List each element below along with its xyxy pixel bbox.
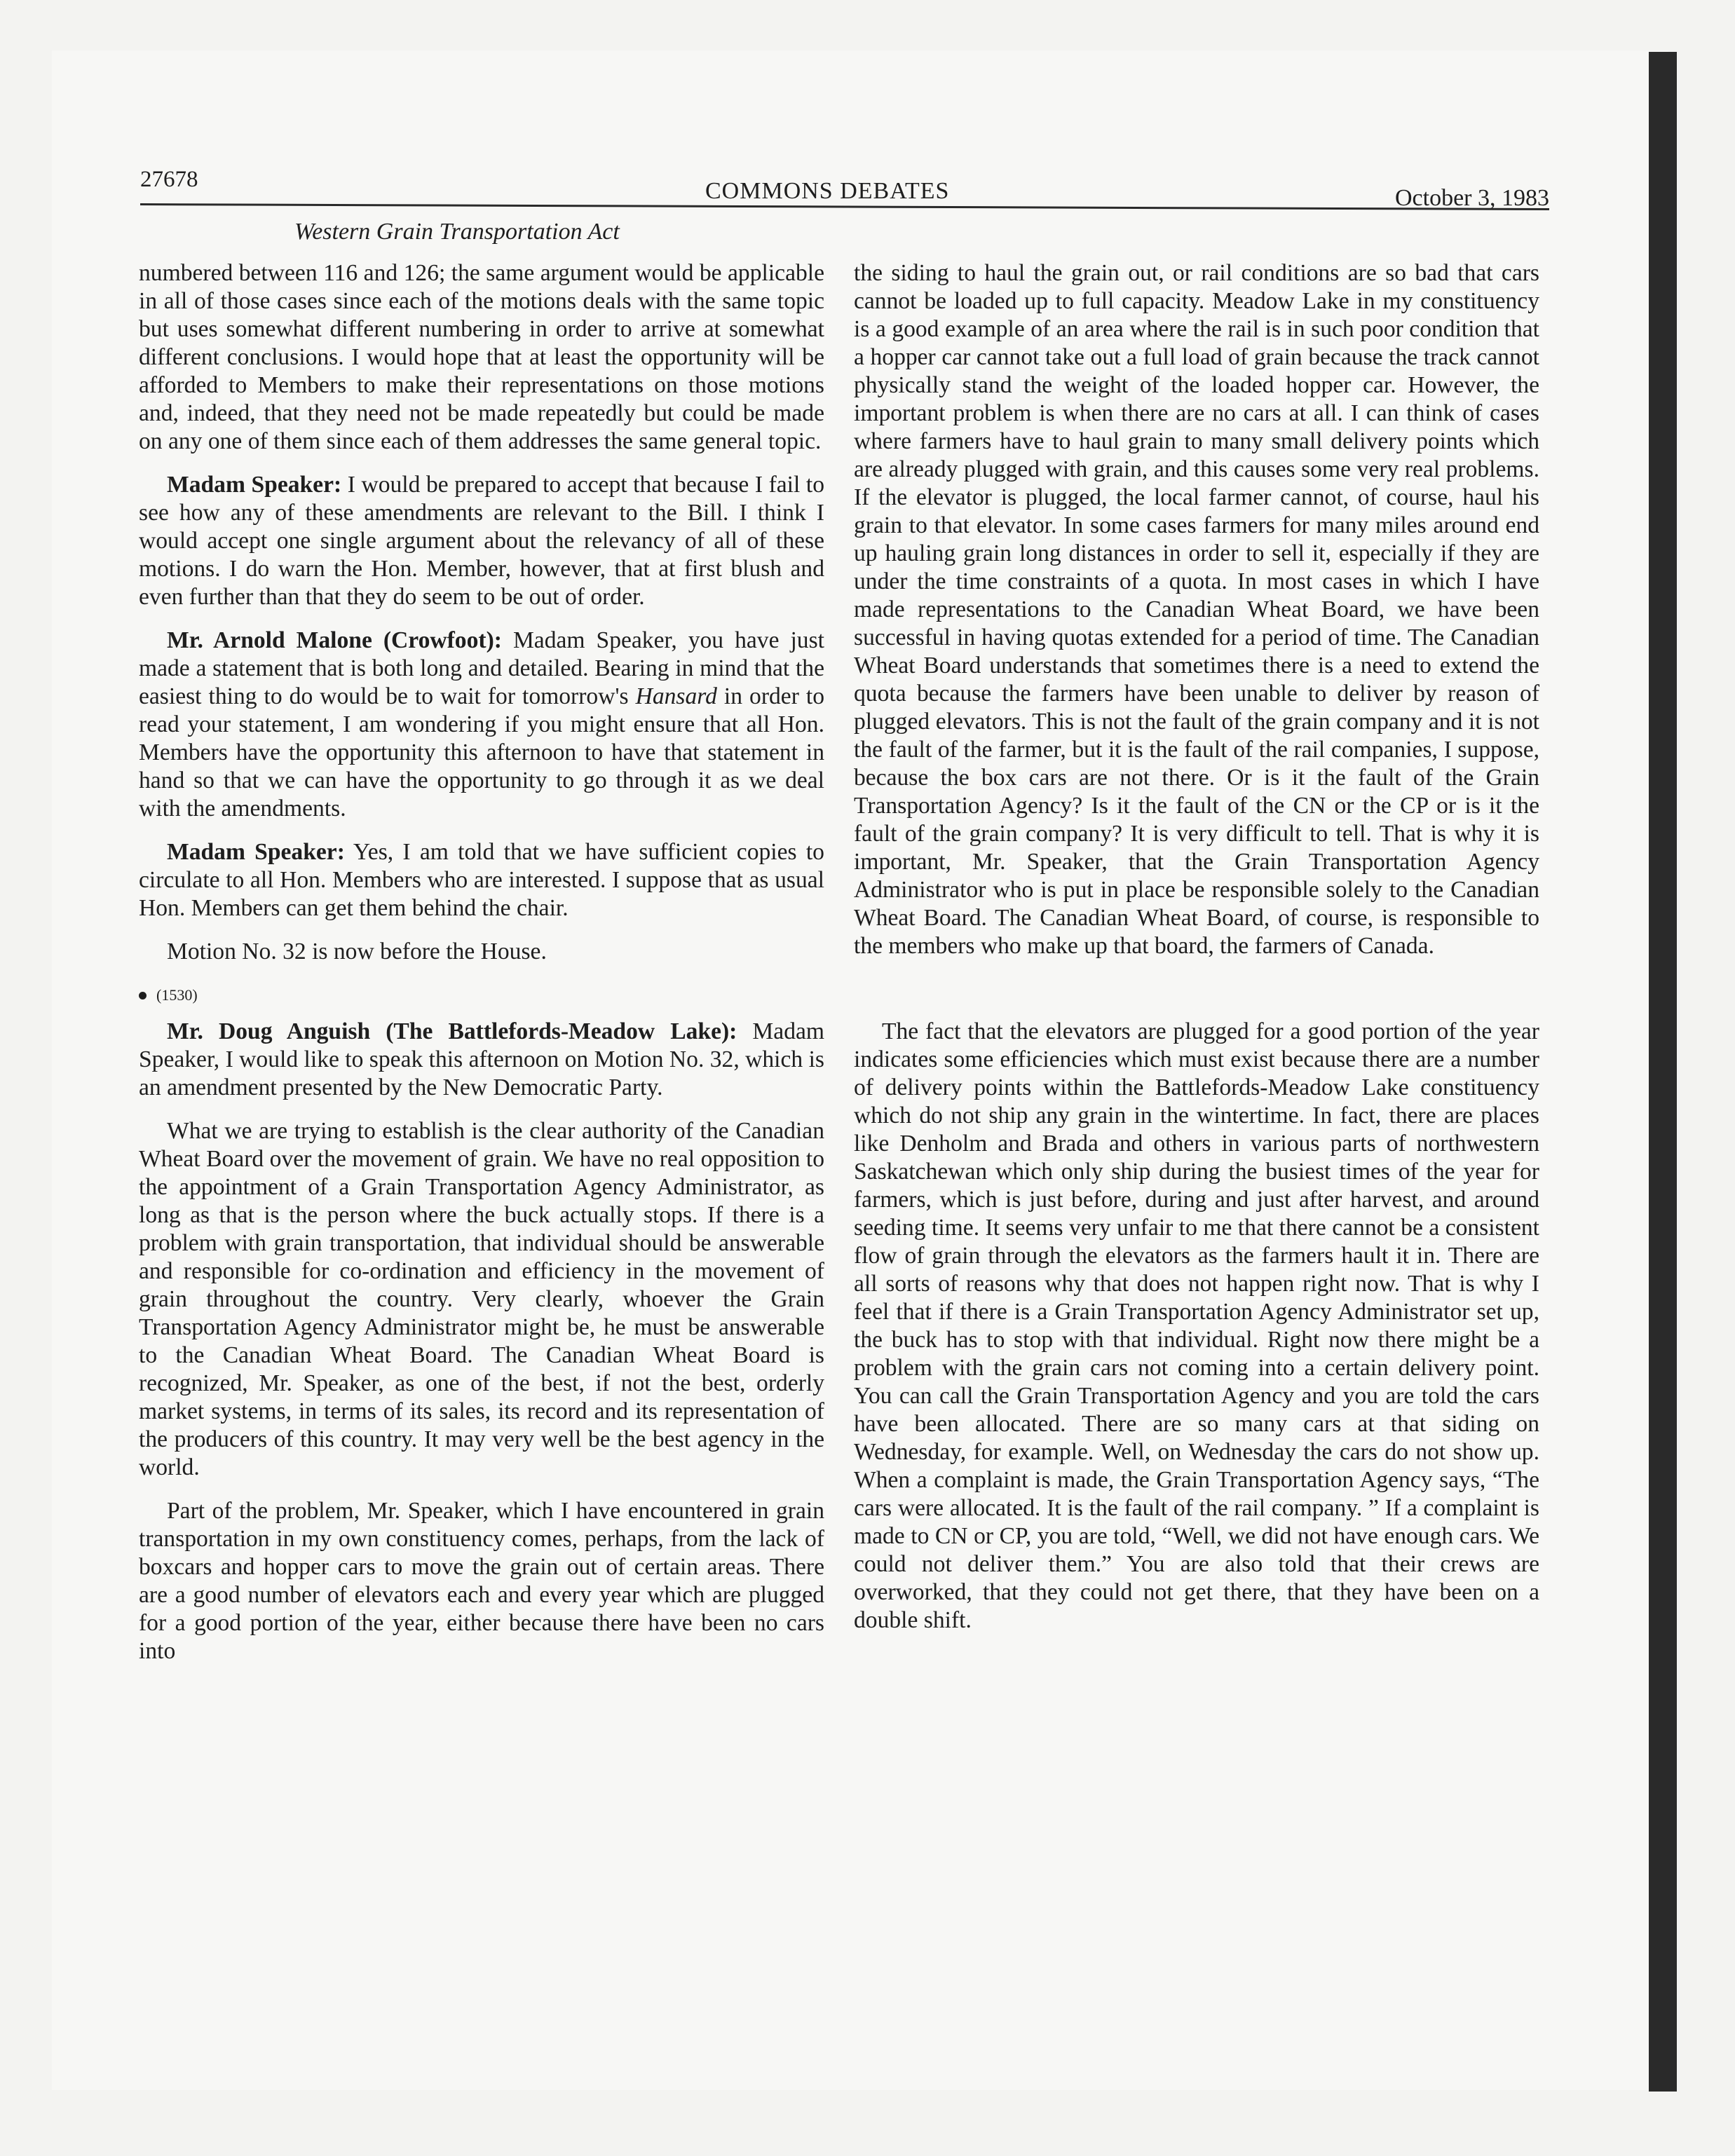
header-date: October 3, 1983 — [1394, 185, 1549, 211]
paragraph — [139, 1018, 824, 1102]
running-title: COMMONS DEBATES — [705, 178, 950, 204]
paragraph: the siding to haul the grain out, or rail conditions are so bad that cars cannot be loaded up to full capacity. Meadow Lake in my constituency is a good example of an area where the rail is in such poor condition that a hopper car cannot take out a full load of grain because the track cannot physically stand the weight of the loaded hopper car. However, the important problem is when there are no cars at all. I can think of cases where farmers have to haul grain to many small delivery points which are already plugged with grain, and this causes some very real problems. If the elevator is plugged, the local farmer cannot, of course, haul his grain to that elevator. In some cases farmers for many miles around end up hauling grain long distances in order to sell it, especially if they are under the time constraints of a quota. In most cases in which I have made representations to the Canadian Wheat Board, we have been successful in having quotas extended for a period of time. The Canadian Wheat Board understands that sometimes there is a need to extend the quota because the farmers have been unable to deliver by reason of plugged elevators. This is not the fault of the grain company and it is not the fault of the farmer, but it is the fault of the rail companies, I suppose, because the box cars are not there. Or is it the fault of the Grain Transportation Agency? Is it the fault of the CN or the CP or is it the fault of the grain company? It is very difficult to tell. That is why it is important, Mr. Speaker, that the Grain Transportation Agency Administrator who is put in place be responsible solely to the Canadian Wheat Board. The Canadian Wheat Board, of course, is responsible to the members who make up that board, the farmers of Canada. — [854, 260, 1539, 959]
speaker-name: Mr. Arnold Malone (Crowfoot): — [167, 627, 502, 653]
speaker-name: Madam Speaker: — [167, 472, 342, 498]
time-marker-text: (1530) — [156, 986, 198, 1004]
hansard-title: Hansard — [635, 683, 717, 709]
speaker-name: Madam Speaker: — [167, 839, 345, 865]
page-header — [140, 154, 1549, 210]
paragraph: The fact that the elevators are plugged for a good portion of the year indicates some efficiencies which must exist because there are a number of delivery points within the Battlefords-Meadow Lake constituency which do not ship any grain in the wintertime. In fact, there are places like Denholm and Brada and others in various parts of northwestern Saskatchewan which only ship during the busiest times of the year for farmers, which is just before, during and just after harvest, and around seeding time. It seems very unfair to me that there cannot be a consistent flow of grain through the elevators as the farmers hault it in. There are all sorts of reasons why that does not happen right now. That is why I feel that if there is a Grain Transportation Agency Administrator set up, the buck has to stop with that individual. Right now there might be a problem with the grain cars not coming into a certain delivery point. You can call the Grain Transportation Agency and you are told the cars have been allocated. There are so many cars at that siding on Wednesday, for example. Well, on Wednesday the cars do not show up. When a complaint is made, the Grain Transportation Agency says, “The cars were allocated. It is the fault of the rail company. ” If a complaint is made to CN or CP, you are told, “Well, we did not have enough cars. We could not deliver them.” You are also told that their crews are overworked, that they could not get there, that they have been on a double shift. — [854, 1018, 1539, 1633]
speech-text: Madam Speaker, I would like to speak this afternoon on Motion No. 32, which is an amendment presented by the New Democratic Party. — [139, 1018, 825, 1100]
speech-text: in order to read your statement, I am wondering if you might ensure that all Hon. Members have the opportunity this afternoon to have that statement in hand so that we can have the opportunity to go through it as we deal with the amendments. — [139, 683, 825, 821]
right-column — [854, 259, 1539, 1650]
speech-text: I would be prepared to accept that because I fail to see how any of these amendments are relevant to the Bill. I think I would accept one single argument about the relevancy of all of these motions. I do warn the Hon. Member, however, that at first blush and even further than that they do seem to be out of order. — [139, 472, 824, 610]
speaker-name: Mr. Doug Anguish (The Battlefords-Meadow Lake): — [167, 1018, 737, 1044]
paragraph: What we are trying to establish is the clear authority of the Canadian Wheat Board over the movement of grain. We have no real opposition to the appointment of a Grain Transportation Agency Administrator, as long as that is the person where the buck actually stops. If there is a problem with grain transportation, that individual should be answerable and responsible for co-ordination and efficiency in the movement of grain throughout the country. Very clearly, whoever the Grain Transportation Agency Administrator might be, he must be answerable to the Canadian Wheat Board. The Canadian Wheat Board is recognized, Mr. Speaker, as one of the best, if not the best, orderly market systems, in terms of its sales, its record and its representation of the producers of this country. It may very well be the best agency in the world. — [139, 1118, 824, 1480]
paragraph — [139, 471, 824, 611]
paragraph: Motion No. 32 is now before the House. — [167, 939, 547, 964]
time-marker — [139, 981, 824, 1009]
page-number: 27678 — [140, 167, 198, 192]
speech-text: Madam Speaker, you have just made a statement that is both long and detailed. Bearing in mind that the easiest thing to do would be to wait for tomorrow's — [139, 627, 824, 709]
paragraph — [139, 627, 824, 823]
section-heading: Western Grain Transportation Act — [294, 219, 620, 245]
scan-edge-bar — [1649, 52, 1677, 2092]
speech-text: Yes, I am told that we have sufficient copies to circulate to all Hon. Members who are interested. I suppose that as usual Hon. Members can get them behind the chair. — [139, 839, 824, 921]
column-gap — [854, 976, 1539, 1018]
paragraph: numbered between 116 and 126; the same argument would be applicable in all of those cases since each of the motions deals with the same topic but uses somewhat different numbering in order to arrive at somewhat different conclusions. I would hope that at least the opportunity will be afforded to Members to make their representations on those motions and, indeed, that they need not be made repeatedly but could be made on any one of them since each of them addresses the same general topic. — [139, 260, 824, 454]
paragraph: Part of the problem, Mr. Speaker, which I have encountered in grain transportation in my own constituency comes, perhaps, from the lack of boxcars and hopper cars to move the grain out of certain areas. There are a good number of elevators each and every year which are plugged for a good portion of the year, either because there have been no cars into — [139, 1498, 824, 1664]
left-column — [139, 259, 824, 1681]
bullet-dot — [139, 992, 147, 999]
paragraph — [139, 838, 824, 922]
